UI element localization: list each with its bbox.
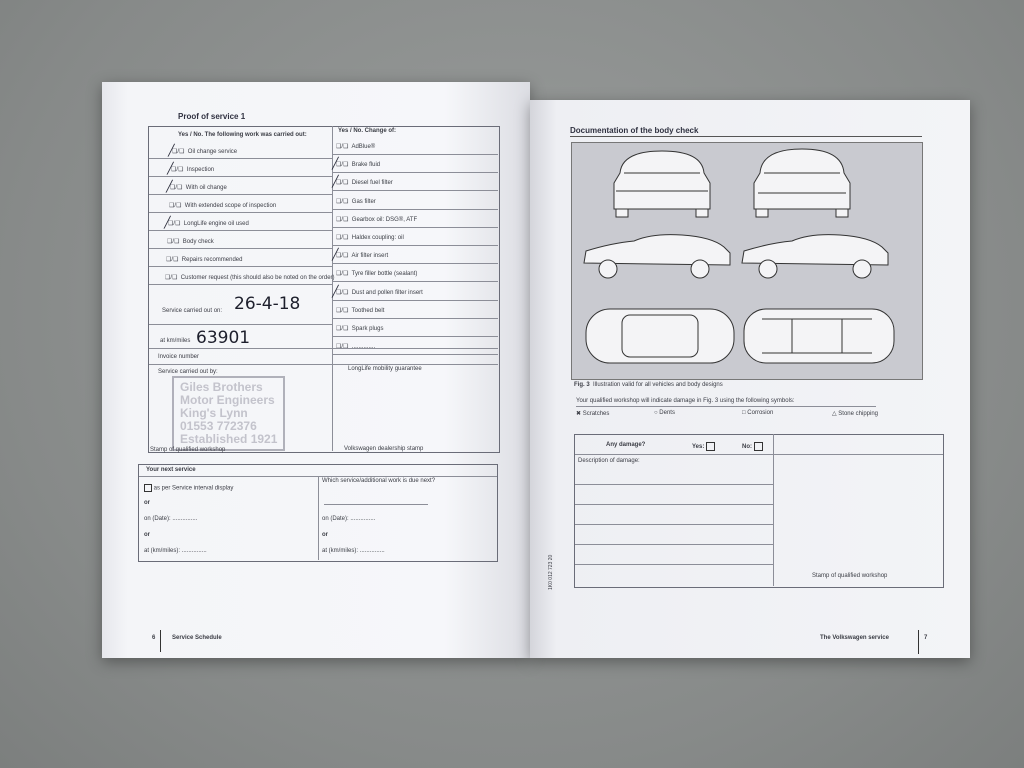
workshop-stamp-label: Stamp of qualified workshop xyxy=(812,573,888,579)
footer-page-number: 7 xyxy=(924,635,928,641)
workshop-stamp xyxy=(172,376,285,451)
handwritten-check-icon: ╱ xyxy=(332,249,339,262)
stamp-line: 01553 772376 xyxy=(180,419,257,433)
stamp-line: Motor Engineers xyxy=(180,393,275,407)
work-item[interactable]: ❑/❑ With oil change xyxy=(170,185,227,191)
no-checkbox[interactable]: No: xyxy=(742,442,763,451)
handwritten-check-icon: ╱ xyxy=(164,217,171,229)
car-diagram xyxy=(571,142,923,380)
damage-symbol: ○ Dents xyxy=(654,410,675,416)
stamp-line: Established 1921 xyxy=(180,432,278,446)
handwritten-check-icon: ╱ xyxy=(166,181,173,193)
col1-header: Yes / No. The following work was carried out: xyxy=(178,132,307,138)
change-item[interactable]: ❑/❑ AdBlue® xyxy=(336,144,376,150)
dealer-stamp-label: Volkswagen dealership stamp xyxy=(344,446,424,452)
change-item[interactable]: ❑/❑ Gearbox oil: DSG®, ATF xyxy=(336,216,418,223)
damage-symbol: □ Corrosion xyxy=(742,410,774,416)
change-item[interactable]: ❑/❑ Spark plugs xyxy=(336,326,384,332)
footer-title: Service Schedule xyxy=(172,635,222,641)
description-label: Description of damage: xyxy=(578,458,640,464)
change-item[interactable]: ❑/❑ Haldex coupling: oil xyxy=(336,235,404,241)
figure-caption: Fig. 3 Illustration valid for all vehicles and body designs xyxy=(574,382,723,388)
longlife-label: LongLife mobility guarantee xyxy=(348,366,422,372)
service-date-label: Service carried out on: xyxy=(162,308,223,314)
handwritten-check-icon: ╱ xyxy=(168,145,175,157)
yes-checkbox[interactable]: Yes: xyxy=(692,442,715,451)
change-item[interactable]: ❑/❑ Diesel fuel filter xyxy=(336,180,393,187)
next-km-field[interactable]: at (km/miles): ............... xyxy=(144,548,207,554)
handwritten-check-icon: ╱ xyxy=(332,176,339,189)
change-item[interactable]: ❑/❑ Dust and pollen filter insert xyxy=(336,289,423,296)
left-page xyxy=(102,82,530,658)
carried-out-by-label: Service carried out by: xyxy=(158,369,218,375)
handwritten-check-icon: ╱ xyxy=(332,285,339,298)
invoice-label: Invoice number xyxy=(158,354,200,360)
which-service-label: Which service/additional work is due next? xyxy=(322,478,436,484)
change-item[interactable]: ❑/❑ Brake fluid xyxy=(336,162,381,169)
symbol-icon: ✖ xyxy=(576,411,582,417)
work-item[interactable]: ❑/❑ Body check xyxy=(167,239,214,245)
symbol-icon: ○ xyxy=(654,410,658,416)
service-date-value: 26-4-18 xyxy=(234,294,301,314)
damage-symbol: ✖ Scratches xyxy=(576,411,610,417)
next-km-field-2[interactable]: at (km/miles): ............... xyxy=(322,548,385,554)
instructions: Your qualified workshop will indicate damage in Fig. 3 using the following symbols: xyxy=(576,398,795,404)
or-text: or xyxy=(322,532,328,538)
change-item[interactable] xyxy=(336,343,375,350)
side-code: 1K0 012 723 20 xyxy=(548,554,554,590)
change-item[interactable]: ❑/❑ Gas filter xyxy=(336,198,376,205)
any-damage-label: Any damage? xyxy=(606,442,646,448)
change-item[interactable]: ❑/❑ Tyre filler bottle (sealant) xyxy=(336,271,418,278)
car-outline-icon xyxy=(572,143,922,379)
handwritten-check-icon: ╱ xyxy=(332,158,339,171)
footer-title: The Volkswagen service xyxy=(820,635,889,641)
mileage-label: at km/miles xyxy=(160,338,191,344)
symbol-icon: □ xyxy=(742,410,746,416)
work-item[interactable]: ❑/❑ With extended scope of inspection xyxy=(169,203,277,209)
footer-page-number: 6 xyxy=(152,635,156,641)
page-title: Documentation of the body check xyxy=(570,126,699,135)
stamp-line: Giles Brothers xyxy=(180,380,263,394)
or-text: or xyxy=(144,500,150,506)
change-item[interactable]: ❑/❑ Toothed belt xyxy=(336,307,385,314)
change-item[interactable]: ❑/❑ Air filter insert xyxy=(336,253,389,260)
symbol-icon: △ xyxy=(832,411,837,417)
work-item[interactable]: ❑/❑ LongLife engine oil used xyxy=(168,221,249,227)
work-item[interactable]: ❑/❑ Oil change service xyxy=(172,149,238,155)
interval-option[interactable]: as per Service interval display xyxy=(144,484,233,492)
mileage-value: 63901 xyxy=(196,328,251,348)
stamp-label: Stamp of qualified workshop xyxy=(150,447,226,453)
next-date-field-2[interactable]: on (Date): ............... xyxy=(322,516,376,522)
handwritten-check-icon: ╱ xyxy=(167,163,174,175)
work-item[interactable]: ❑/❑ Inspection xyxy=(171,167,215,173)
next-service-title: Your next service xyxy=(146,467,196,473)
damage-symbol: △ Stone chipping xyxy=(832,411,878,417)
stamp-line: King's Lynn xyxy=(180,406,248,420)
next-date-field[interactable]: on (Date): ............... xyxy=(144,516,198,522)
page-title: Proof of service 1 xyxy=(178,112,246,121)
work-item[interactable]: ❑/❑ Customer request (this should also be noted on the order) xyxy=(165,275,335,281)
col2-header: Yes / No. Change of: xyxy=(338,128,397,134)
work-item[interactable]: ❑/❑ Repairs recommended xyxy=(166,257,243,263)
or-text: or xyxy=(144,532,150,538)
right-page xyxy=(530,100,970,658)
